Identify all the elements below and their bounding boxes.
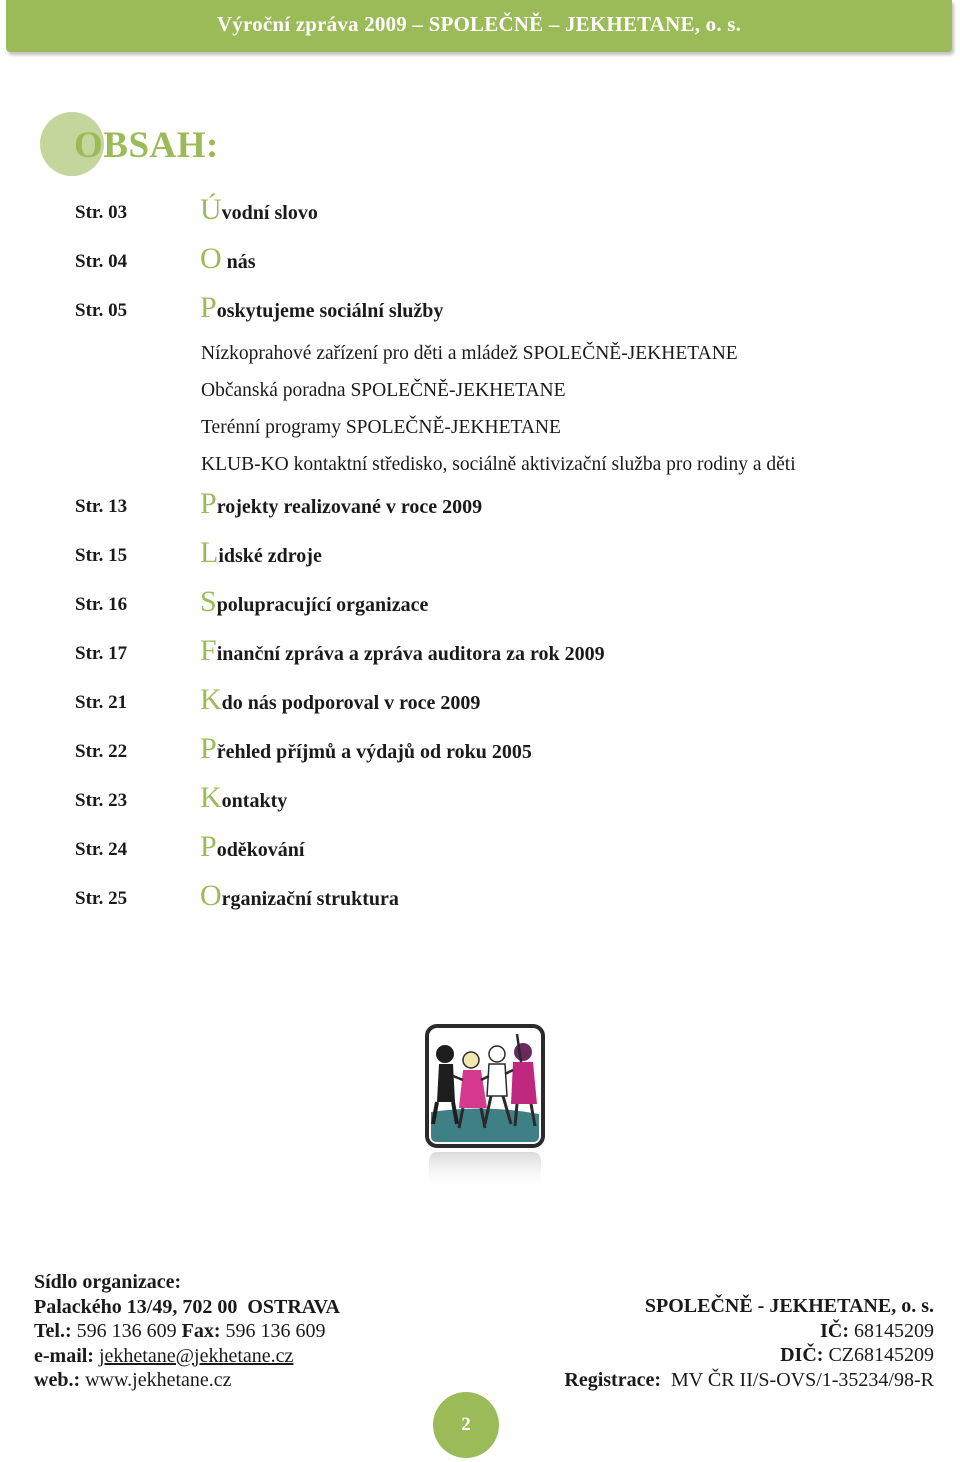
toc-entry-title: Kontakty [200,781,288,814]
toc-entry-title: Lidské zdroje [200,536,322,569]
toc-entry-title: Spolupracující organizace [200,585,429,618]
toc-entry[interactable] [0,192,960,228]
toc-page-number: Str. 17 [75,643,128,664]
toc-entry-title: Poskytujeme sociální služby [200,291,444,324]
email-line: e-mail: jekhetane@jekhetane.cz [34,1344,294,1367]
report-title: Výroční zpráva 2009 – SPOLEČNĚ – JEKHETANE, o. s. [216,12,742,36]
toc-page-number: Str. 16 [75,594,128,615]
ic-line: IČ: 68145209 [820,1319,934,1342]
toc-entry[interactable] [0,633,960,669]
toc-page-number: Str. 05 [75,300,128,321]
toc-entry-title: Organizační struktura [200,879,399,912]
web-line: web.: www.jekhetane.cz [34,1369,232,1391]
dic-line: DIČ: CZ68145209 [780,1344,934,1366]
page-number-badge: 2 [433,1392,499,1458]
toc-page-number: Str. 22 [75,741,128,762]
toc-entry[interactable] [0,731,960,767]
toc-heading: OBSAH: [74,125,219,166]
toc-entry-title: O nás [200,242,256,275]
toc-entry-title: Poděkování [200,830,305,863]
header-banner [6,0,952,52]
toc-entry[interactable] [0,290,960,326]
toc-sub-item: KLUB-KO kontaktní středisko, sociálně aktivizační služba pro rodiny a děti [201,454,796,475]
phone-line: Tel.: 596 136 609 Fax: 596 136 609 [34,1320,326,1342]
toc-entry-title: Přehled příjmů a výdajů od roku 2005 [200,732,532,765]
toc-entry-title: Úvodní slovo [200,193,318,226]
toc-page-number: Str. 21 [75,692,128,713]
toc-entry[interactable] [0,878,960,914]
toc-page-number: Str. 24 [75,839,128,860]
toc-entry[interactable] [0,829,960,865]
toc-entry[interactable] [0,780,960,816]
toc-entry[interactable] [0,584,960,620]
toc-page-number: Str. 23 [75,790,128,811]
toc-page-number: Str. 04 [75,251,128,272]
toc-entry-title: Projekty realizované v roce 2009 [200,487,483,520]
toc-page-number: Str. 13 [75,496,128,517]
toc-entry[interactable] [0,486,960,522]
registration-line: Registrace: MV ČR II/S-OVS/1-35234/98-R [564,1368,934,1391]
toc-entry-title: Kdo nás podporoval v roce 2009 [200,683,481,716]
footer-contact [34,1270,340,1393]
toc-entry[interactable] [0,535,960,571]
toc-sub-item: Terénní programy SPOLEČNĚ-JEKHETANE [201,417,561,438]
toc-page-number: Str. 03 [75,202,128,223]
organization-name: SPOLEČNĚ - JEKHETANE, o. s. [644,1295,934,1317]
toc-page-number: Str. 15 [75,545,128,566]
footer-registration [564,1294,934,1392]
toc-sub-item: Občanská poradna SPOLEČNĚ-JEKHETANE [201,380,566,401]
address: Palackého 13/49, 702 00 OSTRAVA [34,1295,340,1318]
web-link[interactable]: www.jekhetane.cz [80,1369,232,1391]
toc-page-number: Str. 25 [75,888,128,909]
toc-entry-title: Finanční zpráva a zpráva auditora za rok 2009 [200,634,605,667]
seat-label: Sídlo organizace: [34,1271,182,1293]
toc-entry[interactable] [0,241,960,277]
email-link[interactable]: jekhetane@jekhetane.cz [98,1344,294,1367]
organization-logo [425,1024,545,1194]
toc-entry[interactable] [0,682,960,718]
toc-sub-item: Nízkoprahové zařízení pro děti a mládež SPOLEČNĚ-JEKHETANE [201,343,738,364]
